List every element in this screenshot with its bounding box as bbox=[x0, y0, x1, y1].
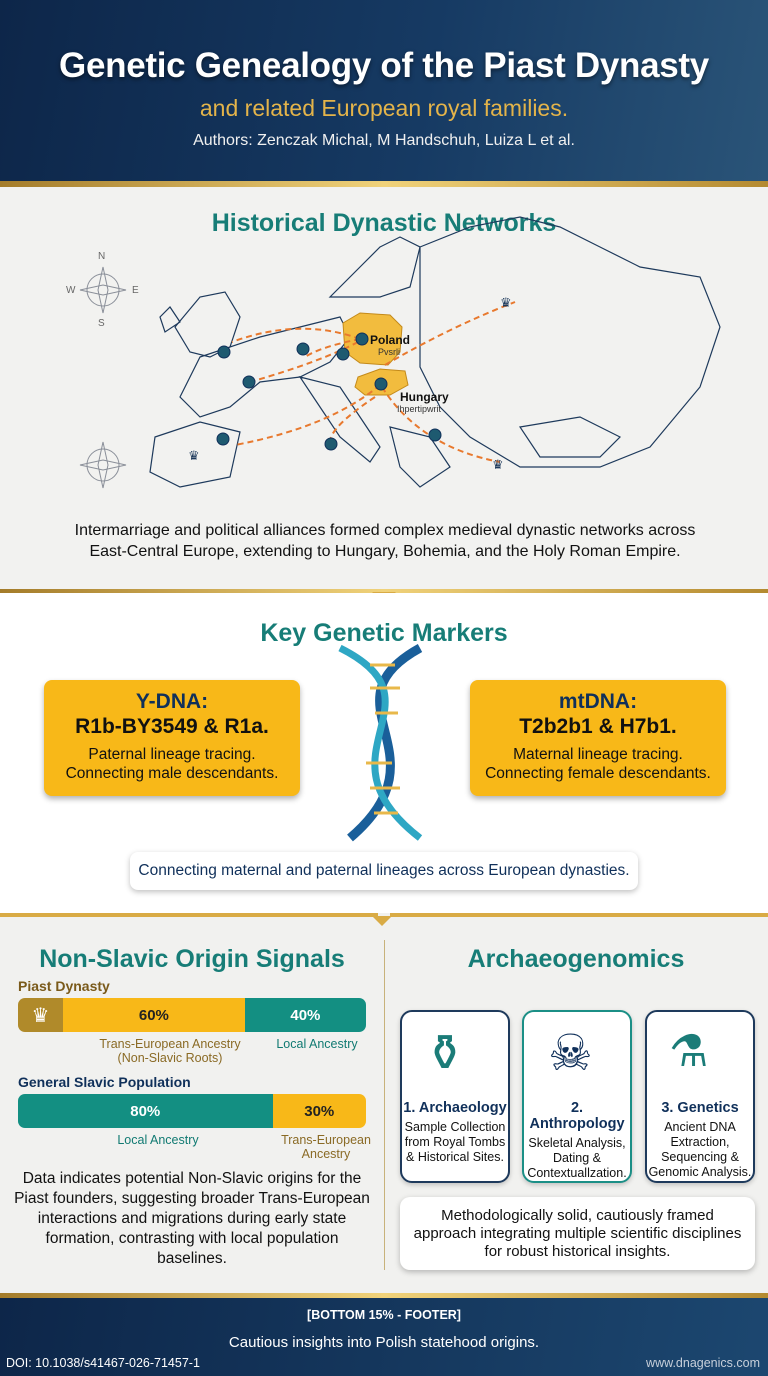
piast-trans-value: 60% bbox=[138, 1006, 169, 1024]
slavic-local-segment bbox=[18, 1094, 273, 1128]
compass-s: S bbox=[98, 318, 105, 329]
step-card-genetics bbox=[645, 1010, 755, 1183]
dna-helix-icon bbox=[300, 643, 470, 843]
section-title: Key Genetic Markers bbox=[260, 619, 508, 647]
doi: DOI: 10.1038/s41467-026-71457-1 bbox=[6, 1356, 200, 1370]
mtdna-desc: Maternal lineage tracing. bbox=[513, 746, 683, 763]
networks-caption: Intermarriage and political alliances formed complex medieval dynastic networks across East-Central Europe, extending to Hungary, Bohemia, and the Holy Roman Empire. bbox=[74, 522, 696, 560]
divider-arrow bbox=[372, 916, 392, 926]
ydna-desc: Paternal lineage tracing. bbox=[88, 746, 256, 763]
slavic-local-label: Local Ancestry bbox=[117, 1133, 199, 1147]
mtdna-label: mtDNA: bbox=[558, 690, 638, 713]
map-outlines bbox=[150, 217, 720, 487]
slavic-trans-segment bbox=[273, 1094, 366, 1128]
step-desc: Sample Collection from Royal Tombs & Historical Sites. bbox=[404, 1120, 506, 1164]
divider bbox=[390, 913, 768, 917]
divider bbox=[0, 913, 378, 917]
page-subtitle: and related European royal families. bbox=[199, 95, 569, 121]
compass-n: N bbox=[98, 251, 106, 262]
crown-icon: ♛ bbox=[18, 998, 63, 1032]
column-divider bbox=[384, 940, 385, 1270]
slavic-trans-value: 30% bbox=[304, 1102, 335, 1120]
step-title: 3. Genetics bbox=[661, 1100, 739, 1116]
amphora-icon: ⚱ bbox=[424, 1025, 466, 1081]
piast-trans-segment bbox=[63, 998, 245, 1032]
map-label-poland-sub: Pvsrli bbox=[378, 347, 400, 357]
skull-icon: ☠ bbox=[548, 1025, 593, 1081]
section-title: Historical Dynastic Networks bbox=[211, 209, 557, 237]
slavic-label: General Slavic Population bbox=[18, 1074, 191, 1090]
footer bbox=[0, 1298, 768, 1376]
compass-e: E bbox=[132, 285, 139, 296]
map-label-hungary: Hungary bbox=[400, 390, 449, 404]
slavic-local-value: 80% bbox=[130, 1102, 161, 1120]
piast-local-value: 40% bbox=[290, 1006, 321, 1024]
section-title: Archaeogenomics bbox=[467, 945, 685, 973]
piast-label: Piast Dynasty bbox=[18, 978, 110, 994]
microscope-icon: ⚗ bbox=[669, 1027, 709, 1076]
svg-text:♛: ♛ bbox=[188, 448, 200, 463]
footer-tagline: Cautious insights into Polish statehood origins. bbox=[228, 1334, 540, 1351]
page-title: Genetic Genealogy of the Piast Dynasty bbox=[59, 46, 709, 85]
mtdna-desc: Connecting female descendants. bbox=[485, 765, 711, 782]
step-desc: Skeletal Analysis, Dating & Contextuallzation. bbox=[527, 1136, 627, 1180]
markers-caption: Connecting maternal and paternal lineages across European dynasties. bbox=[130, 852, 638, 890]
compass-icon bbox=[80, 267, 126, 488]
networks-section bbox=[0, 187, 768, 590]
mtdna-card bbox=[470, 680, 726, 796]
footer-tag: [BOTTOM 15% - FOOTER] bbox=[307, 1308, 461, 1322]
step-title: 1. Archaeology bbox=[403, 1100, 507, 1116]
section-title: Non-Slavic Origin Signals bbox=[39, 945, 345, 973]
compass-w: W bbox=[66, 285, 76, 296]
step-title: 2. Anthropology bbox=[529, 1100, 625, 1132]
slavic-trans-label: Trans-European Ancestry bbox=[281, 1133, 371, 1161]
map-label-poland: Poland bbox=[370, 333, 411, 347]
website-link[interactable]: www.dnagenics.com bbox=[646, 1356, 760, 1370]
step-desc: Ancient DNA Extraction, Sequencing & Genomic Analysis. bbox=[648, 1120, 752, 1179]
ydna-label: Y-DNA: bbox=[135, 690, 209, 713]
svg-text:♛: ♛ bbox=[492, 457, 504, 472]
step-card-anthropology bbox=[522, 1010, 632, 1183]
header bbox=[0, 0, 768, 183]
piast-local-label: Local Ancestry bbox=[276, 1037, 358, 1051]
markers-section bbox=[0, 593, 768, 913]
ydna-value: R1b-BY3549 & R1a. bbox=[75, 715, 269, 738]
step-card-archaeology bbox=[400, 1010, 510, 1183]
slavic-bar bbox=[18, 1094, 366, 1128]
piast-local-segment bbox=[245, 998, 366, 1032]
map-label-hungary-sub: Ihpertipwrit bbox=[397, 404, 442, 414]
origin-text: Data indicates potential Non-Slavic origins for the Piast founders, suggesting broader Trans-European interactions and migrations during early state formation, contrasting with local population baselines. bbox=[14, 1170, 370, 1267]
ydna-card bbox=[44, 680, 300, 796]
mtdna-value: T2b2b1 & H7b1. bbox=[519, 715, 677, 738]
svg-text:♛: ♛ bbox=[500, 295, 512, 310]
piast-bar bbox=[18, 998, 366, 1032]
piast-trans-label: Trans-European Ancestry (Non-Slavic Roots) bbox=[99, 1037, 241, 1065]
authors: Authors: Zenczak Michal, M Handschuh, Luiza L et al. bbox=[193, 132, 575, 149]
ydna-desc: Connecting male descendants. bbox=[65, 765, 279, 782]
archaeo-summary: Methodologically solid, cautiously framed approach integrating multiple scientific disciplines for robust historical insights. bbox=[400, 1197, 755, 1270]
